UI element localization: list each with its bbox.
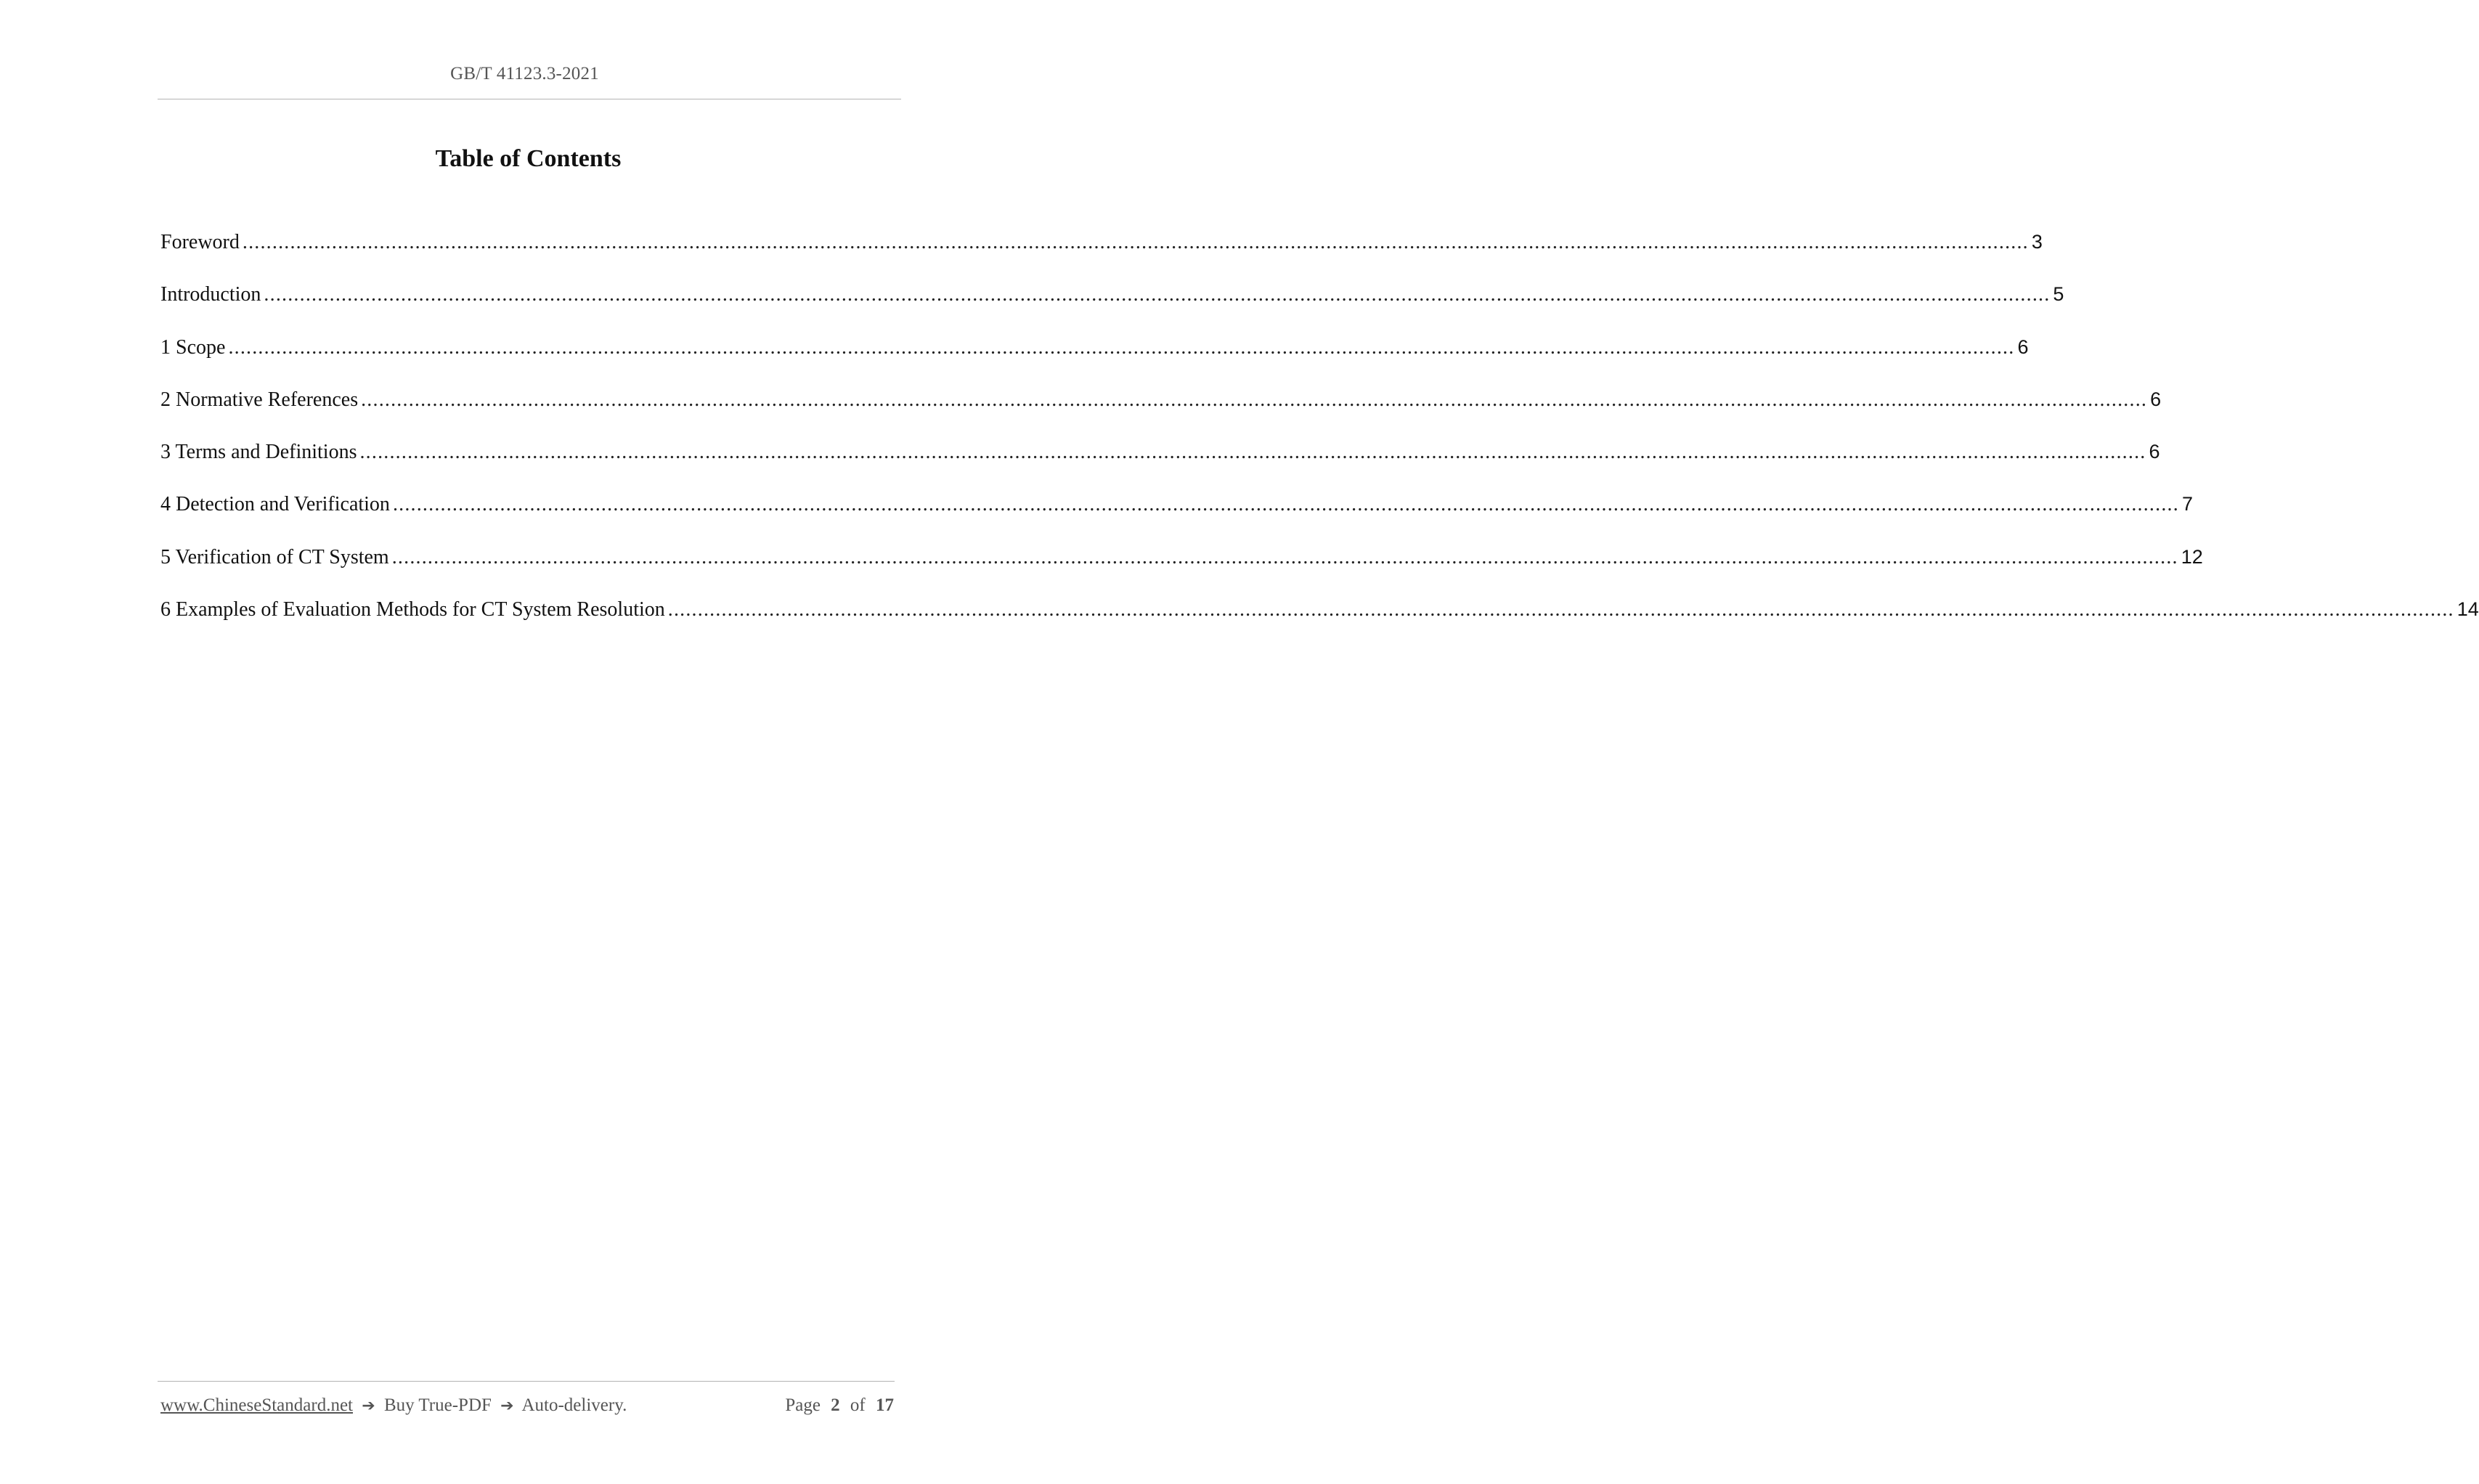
toc-entry-page: 12 <box>2181 545 2203 568</box>
of-word: of <box>850 1395 866 1415</box>
toc-entry-page: 14 <box>2456 598 2479 621</box>
dot-leader: ............................................................................................................................................................................................................................................................................................................ <box>242 231 2029 253</box>
toc-entry-page: 6 <box>2017 335 2029 358</box>
dot-leader: ............................................................................................................................................................................................................................................................................................................ <box>391 545 2178 568</box>
toc-entry-label: 5 Verification of CT System <box>160 545 389 568</box>
buy-true-pdf-text: Buy True-PDF <box>383 1395 492 1415</box>
toc-heading: Table of Contents <box>435 145 622 172</box>
toc-entry-page: 6 <box>2149 441 2160 463</box>
right-arrow-icon: ➔ <box>362 1397 375 1415</box>
toc-entry-label: Foreword <box>160 231 240 253</box>
toc-list <box>160 231 2479 651</box>
toc-entry-terms-and-definitions[interactable] <box>160 441 2160 493</box>
toc-entry-page: 6 <box>2150 388 2162 410</box>
toc-entry-detection-and-verification[interactable] <box>160 493 2193 545</box>
dot-leader: ............................................................................................................................................................................................................................................................................................................ <box>264 283 2051 306</box>
toc-entry-label: 2 Normative References <box>160 388 359 411</box>
current-page-number: 2 <box>831 1395 840 1415</box>
toc-entry-page: 3 <box>2031 231 2043 253</box>
page-word: Page <box>785 1395 821 1415</box>
site-link[interactable]: www.ChineseStandard.net <box>160 1395 353 1415</box>
toc-entry-label: 4 Detection and Verification <box>160 493 390 516</box>
dot-leader: ............................................................................................................................................................................................................................................................................................................ <box>359 441 2146 464</box>
dot-leader: ............................................................................................................................................................................................................................................................................................................ <box>392 493 2179 516</box>
page-number <box>785 1395 894 1416</box>
toc-entry-label: 3 Terms and Definitions <box>160 441 357 464</box>
toc-entry-examples-of-evaluation-methods[interactable] <box>160 598 2479 651</box>
toc-entry-scope[interactable] <box>160 335 2029 388</box>
toc-entry-page: 7 <box>2181 493 2193 515</box>
toc-entry-label: 1 Scope <box>160 335 226 359</box>
dot-leader: ............................................................................................................................................................................................................................................................................................................ <box>667 598 2454 621</box>
total-page-count: 17 <box>876 1395 894 1415</box>
right-arrow-icon: ➔ <box>500 1397 514 1415</box>
toc-entry-verification-of-ct-system[interactable] <box>160 545 2203 598</box>
toc-entry-page: 5 <box>2053 283 2064 306</box>
toc-entry-foreword[interactable] <box>160 231 2043 283</box>
dot-leader: ............................................................................................................................................................................................................................................................................................................ <box>228 335 2015 359</box>
toc-entry-introduction[interactable] <box>160 283 2064 335</box>
dot-leader: ............................................................................................................................................................................................................................................................................................................ <box>361 388 2148 411</box>
toc-entry-normative-references[interactable] <box>160 388 2162 441</box>
toc-entry-label: 6 Examples of Evaluation Methods for CT System Resolution <box>160 598 665 621</box>
footer-promo <box>160 1395 627 1416</box>
auto-delivery-text: Auto-delivery. <box>521 1395 627 1415</box>
document-code-header: GB/T 41123.3-2021 <box>450 64 599 83</box>
footer-divider <box>158 1381 895 1382</box>
toc-entry-label: Introduction <box>160 283 261 306</box>
